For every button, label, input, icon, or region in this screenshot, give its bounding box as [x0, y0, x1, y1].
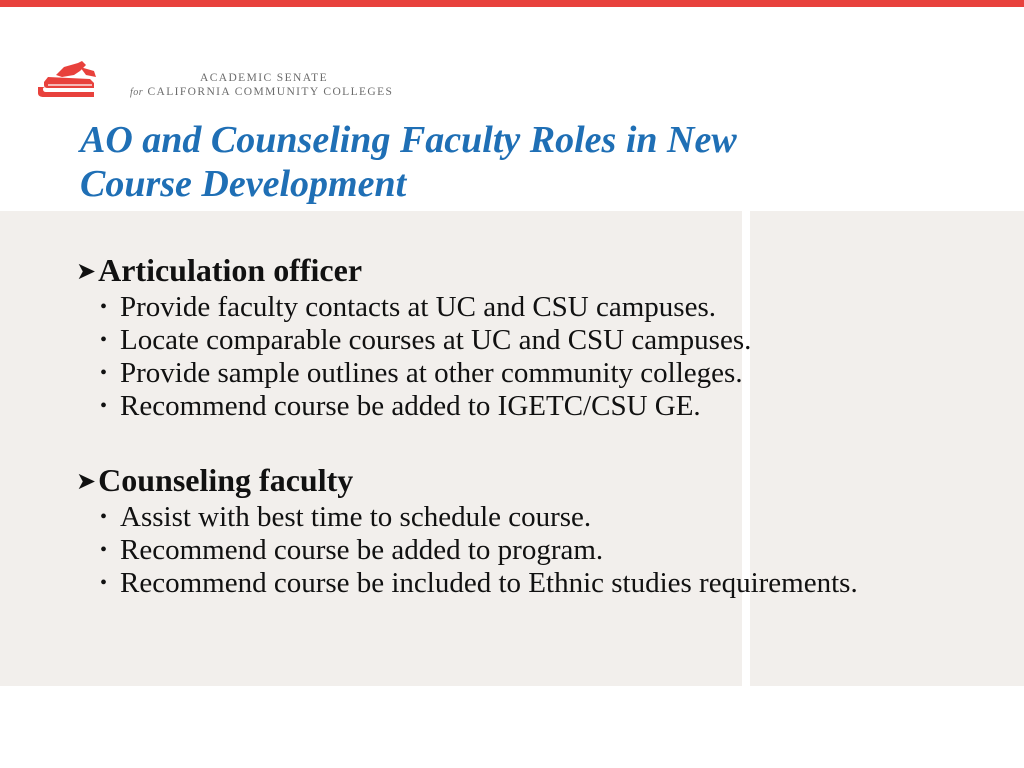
- stacked-books-icon: [34, 57, 102, 101]
- slide-body: [76, 253, 956, 600]
- logo-line-1: ACADEMIC SENATE: [200, 72, 329, 84]
- section-articulation-officer: [76, 253, 956, 423]
- slide-title: [80, 118, 980, 206]
- list-item: • Provide sample outlines at other community colleges.: [100, 357, 956, 390]
- bullet-list: [76, 291, 956, 423]
- slide-title-line-1: AO and Counseling Faculty Roles in New: [80, 119, 737, 161]
- logo-for-word: for: [130, 87, 144, 98]
- list-item: • Recommend course be included to Ethnic studies requirements.: [100, 567, 860, 600]
- section-heading: [76, 463, 956, 501]
- list-item: • Provide faculty contacts at UC and CSU campuses.: [100, 291, 956, 324]
- logo-wordmark: [130, 71, 393, 100]
- arrow-bullet-icon: ➤: [76, 469, 97, 495]
- list-item: • Recommend course be added to program.: [100, 534, 956, 567]
- section-counseling-faculty: [76, 463, 956, 600]
- logo-line-2: [130, 85, 393, 100]
- slide-title-line-2: Course Development: [80, 163, 407, 205]
- section-heading-text: Counseling faculty: [98, 462, 354, 498]
- list-item: • Assist with best time to schedule course.: [100, 501, 956, 534]
- section-heading-text: Articulation officer: [98, 252, 363, 288]
- logo-line-2-text: CALIFORNIA COMMUNITY COLLEGES: [147, 86, 394, 98]
- list-item: • Recommend course be added to IGETC/CSU GE.: [100, 390, 956, 423]
- section-heading: [76, 253, 956, 291]
- academic-senate-logo: [34, 57, 414, 101]
- list-item: • Locate comparable courses at UC and CSU campuses.: [100, 324, 956, 357]
- bullet-list: [76, 501, 956, 600]
- top-accent-bar: [0, 0, 1024, 7]
- arrow-bullet-icon: ➤: [76, 259, 97, 285]
